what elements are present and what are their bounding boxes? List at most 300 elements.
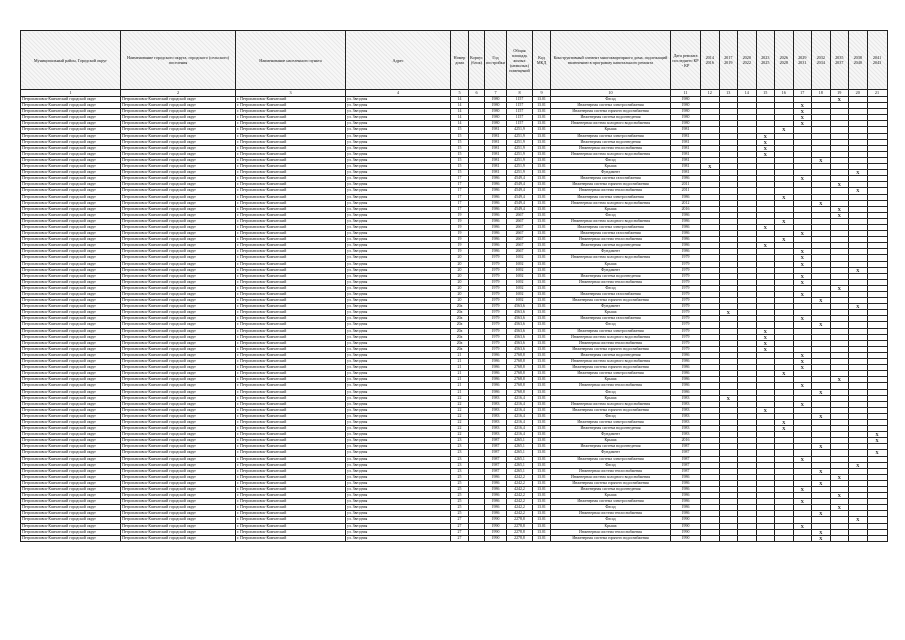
cell-address: ул. Звездная	[346, 468, 451, 474]
cell-period-mark	[867, 535, 887, 541]
cell-area: 2667	[507, 243, 533, 249]
cell-address: ул. Звездная	[346, 170, 451, 176]
cell-date: 1986	[671, 359, 701, 365]
cell-year: 1979	[485, 285, 507, 291]
cell-year: 1979	[485, 322, 507, 328]
cell-period-mark: X	[756, 243, 775, 249]
cell-settlement: Петропавловск-Камчатский городской округ	[121, 218, 236, 224]
cell-period-mark: X	[793, 231, 812, 237]
cell-settlement: Петропавловск-Камчатский городской округ	[121, 316, 236, 322]
cell-date: 1986	[671, 365, 701, 371]
cell-address: ул. Звездная	[346, 164, 451, 170]
cell-mkd: 13.01	[533, 328, 551, 334]
column-number-row	[21, 90, 888, 97]
cell-settlement: Петропавловск-Камчатский городской округ	[121, 267, 236, 273]
cell-area: 1157	[507, 121, 533, 127]
column-number: 5	[451, 90, 469, 97]
cell-year: 1987	[485, 450, 507, 456]
cell-house: 20	[451, 285, 469, 291]
cell-mkd: 13.01	[533, 407, 551, 413]
cell-area: 4242,2	[507, 474, 533, 480]
cell-mun: Петропавловск-Камчатский городской округ	[21, 487, 121, 493]
cell-house: 22	[451, 401, 469, 407]
cell-element: Фасад	[551, 462, 671, 468]
cell-settlement: Петропавловск-Камчатский городской округ	[121, 359, 236, 365]
cell-year: 1981	[485, 170, 507, 176]
cell-date: 1986	[671, 194, 701, 200]
cell-house: 20	[451, 267, 469, 273]
table-body	[21, 97, 888, 542]
cell-area: 4265,1	[507, 444, 533, 450]
cell-locality: г. Петропавловск-Камчатский	[236, 334, 346, 340]
cell-address: ул. Звездная	[346, 212, 451, 218]
cell-settlement: Петропавловск-Камчатский городской округ	[121, 432, 236, 438]
cell-locality: г. Петропавловск-Камчатский	[236, 267, 346, 273]
cell-address: ул. Звездная	[346, 456, 451, 462]
cell-mkd: 13.01	[533, 97, 551, 103]
header-settlement: Наименование городского округа, городского (сельского) поселения	[121, 31, 236, 90]
cell-year: 1986	[485, 487, 507, 493]
cell-address: ул. Звездная	[346, 182, 451, 188]
cell-locality: г. Петропавловск-Камчатский	[236, 444, 346, 450]
cell-area: 2667	[507, 224, 533, 230]
cell-date: 1983	[671, 419, 701, 425]
cell-house: 27	[451, 535, 469, 541]
cell-locality: г. Петропавловск-Камчатский	[236, 535, 346, 541]
cell-year: 1983	[485, 395, 507, 401]
cell-mkd: 13.01	[533, 103, 551, 109]
cell-element: Инженерная система водоотведения	[551, 139, 671, 145]
cell-period-mark: X	[830, 505, 849, 511]
cell-locality: г. Петропавловск-Камчатский	[236, 438, 346, 444]
column-number: 18	[812, 90, 831, 97]
cell-mkd: 13.01	[533, 426, 551, 432]
cell-date: 1979	[671, 346, 701, 352]
cell-year: 1979	[485, 292, 507, 298]
cell-mun: Петропавловск-Камчатский городской округ	[21, 438, 121, 444]
cell-settlement: Петропавловск-Камчатский городской округ	[121, 115, 236, 121]
cell-mkd: 13.01	[533, 535, 551, 541]
cell-house: 17	[451, 188, 469, 194]
cell-year: 1986	[485, 188, 507, 194]
header-locality: Наименование населенного пункта	[236, 31, 346, 90]
cell-period-mark: X	[775, 237, 794, 243]
cell-date: 1981	[671, 133, 701, 139]
cell-settlement: Петропавловск-Камчатский городской округ	[121, 499, 236, 505]
cell-area: 1157	[507, 109, 533, 115]
cell-area: 1157	[507, 103, 533, 109]
cell-settlement: Петропавловск-Камчатский городской округ	[121, 334, 236, 340]
cell-year: 1980	[485, 109, 507, 115]
cell-period-mark: X	[793, 401, 812, 407]
cell-date: 1987	[671, 462, 701, 468]
cell-period-mark: X	[830, 212, 849, 218]
cell-element: Крыша	[551, 127, 671, 133]
cell-mun: Петропавловск-Камчатский городской округ	[21, 517, 121, 523]
cell-year: 1979	[485, 267, 507, 273]
cell-house: 27	[451, 523, 469, 529]
cell-mun: Петропавловск-Камчатский городской округ	[21, 523, 121, 529]
cell-area: 4242,2	[507, 505, 533, 511]
cell-mkd: 13.01	[533, 164, 551, 170]
cell-address: ул. Звездная	[346, 206, 451, 212]
cell-locality: г. Петропавловск-Камчатский	[236, 456, 346, 462]
cell-address: ул. Звездная	[346, 407, 451, 413]
cell-address: ул. Звездная	[346, 176, 451, 182]
cell-house: 25	[451, 493, 469, 499]
cell-address: ул. Звездная	[346, 480, 451, 486]
cell-year: 1981	[485, 127, 507, 133]
cell-mkd: 13.01	[533, 237, 551, 243]
cell-element: Инженерная система горячего водоснабжения	[551, 407, 671, 413]
cell-mun: Петропавловск-Камчатский городской округ	[21, 493, 121, 499]
cell-area: 4251,9	[507, 157, 533, 163]
cell-house: 20а	[451, 328, 469, 334]
cell-mkd: 13.01	[533, 255, 551, 261]
cell-date: 1980	[671, 103, 701, 109]
cell-locality: г. Петропавловск-Камчатский	[236, 365, 346, 371]
cell-element: Крыша	[551, 261, 671, 267]
cell-period-mark: X	[830, 474, 849, 480]
cell-mun: Петропавловск-Камчатский городской округ	[21, 218, 121, 224]
cell-mun: Петропавловск-Камчатский городской округ	[21, 255, 121, 261]
header-period: 2020 2022	[738, 31, 757, 90]
cell-locality: г. Петропавловск-Камчатский	[236, 261, 346, 267]
cell-settlement: Петропавловск-Камчатский городской округ	[121, 401, 236, 407]
cell-house: 25	[451, 480, 469, 486]
cell-house: 25	[451, 499, 469, 505]
header-address: Адрес	[346, 31, 451, 90]
cell-house: 15	[451, 170, 469, 176]
cell-settlement: Петропавловск-Камчатский городской округ	[121, 212, 236, 218]
cell-area: 4549,4	[507, 188, 533, 194]
cell-period-mark: X	[775, 218, 794, 224]
cell-year: 1981	[485, 151, 507, 157]
cell-locality: г. Петропавловск-Камчатский	[236, 523, 346, 529]
cell-date: 1979	[671, 267, 701, 273]
cell-house: 21	[451, 352, 469, 358]
cell-area: 2768,8	[507, 359, 533, 365]
cell-mkd: 13.01	[533, 529, 551, 535]
cell-house: 20а	[451, 316, 469, 322]
cell-address: ул. Звездная	[346, 145, 451, 151]
cell-period-mark: X	[793, 103, 812, 109]
header-house: Номер дома	[451, 31, 469, 90]
cell-locality: г. Петропавловск-Камчатский	[236, 401, 346, 407]
cell-house: 17	[451, 182, 469, 188]
cell-settlement: Петропавловск-Камчатский городской округ	[121, 340, 236, 346]
cell-locality: г. Петропавловск-Камчатский	[236, 103, 346, 109]
cell-element: Инженерная система теплоснабжения	[551, 237, 671, 243]
cell-locality: г. Петропавловск-Камчатский	[236, 517, 346, 523]
cell-mun: Петропавловск-Камчатский городской округ	[21, 133, 121, 139]
header-period: 2029 2031	[793, 31, 812, 90]
cell-year: 1986	[485, 499, 507, 505]
cell-house: 14	[451, 109, 469, 115]
cell-element: Крыша	[551, 493, 671, 499]
cell-date: 1990	[671, 523, 701, 529]
cell-settlement: Петропавловск-Камчатский городской округ	[121, 298, 236, 304]
cell-mkd: 13.01	[533, 188, 551, 194]
cell-area: 1692	[507, 285, 533, 291]
cell-mkd: 13.01	[533, 310, 551, 316]
cell-period-mark	[738, 535, 757, 541]
cell-settlement: Петропавловск-Камчатский городской округ	[121, 188, 236, 194]
cell-locality: г. Петропавловск-Камчатский	[236, 157, 346, 163]
cell-settlement: Петропавловск-Камчатский городской округ	[121, 139, 236, 145]
cell-period-mark: X	[793, 273, 812, 279]
cell-year: 1987	[485, 468, 507, 474]
cell-mun: Петропавловск-Камчатский городской округ	[21, 328, 121, 334]
cell-date: 1986	[671, 499, 701, 505]
cell-house: 23	[451, 444, 469, 450]
cell-period-mark: X	[812, 157, 831, 163]
cell-date: 1986	[671, 243, 701, 249]
cell-mun: Петропавловск-Камчатский городской округ	[21, 237, 121, 243]
cell-mun: Петропавловск-Камчатский городской округ	[21, 383, 121, 389]
cell-mkd: 13.01	[533, 450, 551, 456]
cell-period-mark: X	[719, 395, 738, 401]
cell-house: 22	[451, 426, 469, 432]
cell-area: 4563,6	[507, 334, 533, 340]
cell-period-mark: X	[756, 407, 775, 413]
cell-year: 1990	[485, 517, 507, 523]
cell-mkd: 13.01	[533, 231, 551, 237]
cell-period-mark: X	[867, 450, 887, 456]
cell-area: 4563,6	[507, 340, 533, 346]
cell-locality: г. Петропавловск-Камчатский	[236, 121, 346, 127]
cell-settlement: Петропавловск-Камчатский городской округ	[121, 395, 236, 401]
cell-address: ул. Звездная	[346, 237, 451, 243]
cell-date: 1990	[671, 517, 701, 523]
cell-year: 1983	[485, 419, 507, 425]
cell-period-mark: X	[830, 285, 849, 291]
cell-period-mark: X	[793, 261, 812, 267]
cell-year: 1986	[485, 237, 507, 243]
cell-period-mark: X	[756, 340, 775, 346]
cell-element: Инженерная система теплоснабжения	[551, 145, 671, 151]
cell-period-mark: X	[775, 194, 794, 200]
cell-mkd: 13.01	[533, 157, 551, 163]
cell-locality: г. Петропавловск-Камчатский	[236, 243, 346, 249]
cell-date: 1990	[671, 535, 701, 541]
cell-element: Крыша	[551, 377, 671, 383]
cell-element: Крыша	[551, 310, 671, 316]
cell-locality: г. Петропавловск-Камчатский	[236, 139, 346, 145]
cell-period-mark: X	[701, 164, 720, 170]
cell-locality: г. Петропавловск-Камчатский	[236, 383, 346, 389]
cell-period-mark: X	[849, 267, 868, 273]
cell-settlement: Петропавловск-Камчатский городской округ	[121, 346, 236, 352]
cell-settlement: Петропавловск-Камчатский городской округ	[121, 517, 236, 523]
cell-mun: Петропавловск-Камчатский городской округ	[21, 310, 121, 316]
cell-mkd: 13.01	[533, 145, 551, 151]
cell-period-mark: X	[719, 310, 738, 316]
column-number: 6	[469, 90, 485, 97]
cell-address: ул. Звездная	[346, 493, 451, 499]
cell-element: Инженерная система электроснабжения	[551, 456, 671, 462]
cell-mun: Петропавловск-Камчатский городской округ	[21, 182, 121, 188]
cell-locality: г. Петропавловск-Камчатский	[236, 188, 346, 194]
cell-year: 1986	[485, 182, 507, 188]
cell-date: 1980	[671, 109, 701, 115]
cell-area: 4563,6	[507, 304, 533, 310]
column-number: 3	[236, 90, 346, 97]
cell-settlement: Петропавловск-Камчатский городской округ	[121, 164, 236, 170]
cell-address: ул. Звездная	[346, 279, 451, 285]
cell-mkd: 13.01	[533, 218, 551, 224]
cell-date: 1983	[671, 432, 701, 438]
cell-address: ул. Звездная	[346, 200, 451, 206]
cell-mkd: 13.01	[533, 200, 551, 206]
cell-mkd: 13.01	[533, 499, 551, 505]
cell-year: 1979	[485, 334, 507, 340]
cell-house: 23	[451, 456, 469, 462]
cell-area: 4265,1	[507, 456, 533, 462]
cell-mkd: 13.01	[533, 224, 551, 230]
cell-address: ул. Звездная	[346, 505, 451, 511]
column-number: 20	[849, 90, 868, 97]
cell-year: 1979	[485, 310, 507, 316]
cell-year: 1986	[485, 359, 507, 365]
header-period: 2035 2037	[830, 31, 849, 90]
cell-mkd: 13.01	[533, 432, 551, 438]
cell-mkd: 13.01	[533, 389, 551, 395]
cell-locality: г. Петропавловск-Камчатский	[236, 346, 346, 352]
cell-mun: Петропавловск-Камчатский городской округ	[21, 127, 121, 133]
cell-date: 1981	[671, 127, 701, 133]
cell-settlement: Петропавловск-Камчатский городской округ	[121, 261, 236, 267]
cell-mun: Петропавловск-Камчатский городской округ	[21, 444, 121, 450]
cell-house: 17	[451, 176, 469, 182]
cell-mkd: 13.01	[533, 419, 551, 425]
cell-address: ул. Звездная	[346, 322, 451, 328]
header-period: 2032 2034	[812, 31, 831, 90]
cell-address: ул. Звездная	[346, 517, 451, 523]
cell-period-mark	[830, 535, 849, 541]
cell-settlement: Петропавловск-Камчатский городской округ	[121, 200, 236, 206]
cell-year: 1986	[485, 511, 507, 517]
cell-area: 4563,6	[507, 322, 533, 328]
cell-locality: г. Петропавловск-Камчатский	[236, 200, 346, 206]
cell-year: 1979	[485, 328, 507, 334]
cell-period-mark: X	[793, 365, 812, 371]
cell-mun: Петропавловск-Камчатский городской округ	[21, 212, 121, 218]
cell-house: 19	[451, 224, 469, 230]
cell-settlement: Петропавловск-Камчатский городской округ	[121, 133, 236, 139]
cell-date: 2016	[671, 438, 701, 444]
cell-date: 1979	[671, 261, 701, 267]
cell-year: 1986	[485, 224, 507, 230]
cell-mun: Петропавловск-Камчатский городской округ	[21, 389, 121, 395]
cell-period-mark: X	[793, 292, 812, 298]
cell-date: 1979	[671, 328, 701, 334]
cell-area: 4242,2	[507, 499, 533, 505]
cell-area: 4216,4	[507, 407, 533, 413]
cell-house: 19	[451, 212, 469, 218]
cell-locality: г. Петропавловск-Камчатский	[236, 377, 346, 383]
cell-date: 1986	[671, 487, 701, 493]
cell-period-mark: X	[793, 249, 812, 255]
cell-area: 4216,4	[507, 395, 533, 401]
cell-locality: г. Петропавловск-Камчатский	[236, 285, 346, 291]
cell-area: 4251,9	[507, 145, 533, 151]
cell-locality: г. Петропавловск-Камчатский	[236, 328, 346, 334]
cell-year: 1987	[485, 462, 507, 468]
cell-element: Крыша	[551, 523, 671, 529]
cell-element: Инженерная система горячего водоснабжения	[551, 109, 671, 115]
cell-mkd: 13.01	[533, 194, 551, 200]
cell-element: Инженерная система горячего водоснабжения	[551, 535, 671, 541]
cell-mun: Петропавловск-Камчатский городской округ	[21, 200, 121, 206]
column-number: 1	[21, 90, 121, 97]
cell-mkd: 13.01	[533, 292, 551, 298]
capital-repair-table	[20, 30, 888, 542]
cell-address: ул. Звездная	[346, 487, 451, 493]
column-number: 2	[121, 90, 236, 97]
cell-address: ул. Звездная	[346, 298, 451, 304]
cell-date: 1979	[671, 304, 701, 310]
cell-house: 17	[451, 206, 469, 212]
cell-date: 1979	[671, 310, 701, 316]
cell-locality: г. Петропавловск-Камчатский	[236, 218, 346, 224]
cell-year: 1983	[485, 407, 507, 413]
cell-year: 1986	[485, 176, 507, 182]
cell-locality: г. Петропавловск-Камчатский	[236, 529, 346, 535]
cell-period-mark: X	[793, 352, 812, 358]
cell-period-mark: X	[775, 426, 794, 432]
cell-locality: г. Петропавловск-Камчатский	[236, 109, 346, 115]
cell-element: Инженерная система теплоснабжения	[551, 383, 671, 389]
cell-address: ул. Звездная	[346, 401, 451, 407]
cell-address: ул. Звездная	[346, 292, 451, 298]
cell-period-mark: X	[812, 468, 831, 474]
cell-locality: г. Петропавловск-Камчатский	[236, 480, 346, 486]
header-area: Общая площадь жилых (нежилых) помещений	[507, 31, 533, 90]
cell-date: 1979	[671, 340, 701, 346]
cell-locality: г. Петропавловск-Камчатский	[236, 212, 346, 218]
cell-year: 1983	[485, 426, 507, 432]
cell-settlement: Петропавловск-Камчатский городской округ	[121, 505, 236, 511]
cell-mkd: 13.01	[533, 285, 551, 291]
cell-element: Инженерная система холодного водоснабжения	[551, 151, 671, 157]
cell-element: Инженерная система водоотведения	[551, 487, 671, 493]
cell-date: 2011	[671, 182, 701, 188]
column-number: 9	[533, 90, 551, 97]
cell-mun: Петропавловск-Камчатский городской округ	[21, 267, 121, 273]
cell-address: ул. Звездная	[346, 261, 451, 267]
cell-mun: Петропавловск-Камчатский городской округ	[21, 176, 121, 182]
cell-house: 20а	[451, 340, 469, 346]
cell-mun: Петропавловск-Камчатский городской округ	[21, 188, 121, 194]
cell-mkd: 13.01	[533, 468, 551, 474]
cell-year: 1981	[485, 139, 507, 145]
cell-year: 1987	[485, 444, 507, 450]
cell-locality: г. Петропавловск-Камчатский	[236, 206, 346, 212]
cell-date: 1986	[671, 505, 701, 511]
cell-date: 1986	[671, 474, 701, 480]
cell-date: 1983	[671, 426, 701, 432]
cell-mkd: 13.01	[533, 413, 551, 419]
cell-mkd: 13.01	[533, 273, 551, 279]
header-date: Дата ремонта последнего КР - КР	[671, 31, 701, 90]
cell-mun: Петропавловск-Камчатский городской округ	[21, 194, 121, 200]
cell-mun: Петропавловск-Камчатский городской округ	[21, 157, 121, 163]
cell-house: 14	[451, 97, 469, 103]
cell-period-mark: X	[867, 432, 887, 438]
cell-date: 1986	[671, 224, 701, 230]
cell-year: 1990	[485, 535, 507, 541]
